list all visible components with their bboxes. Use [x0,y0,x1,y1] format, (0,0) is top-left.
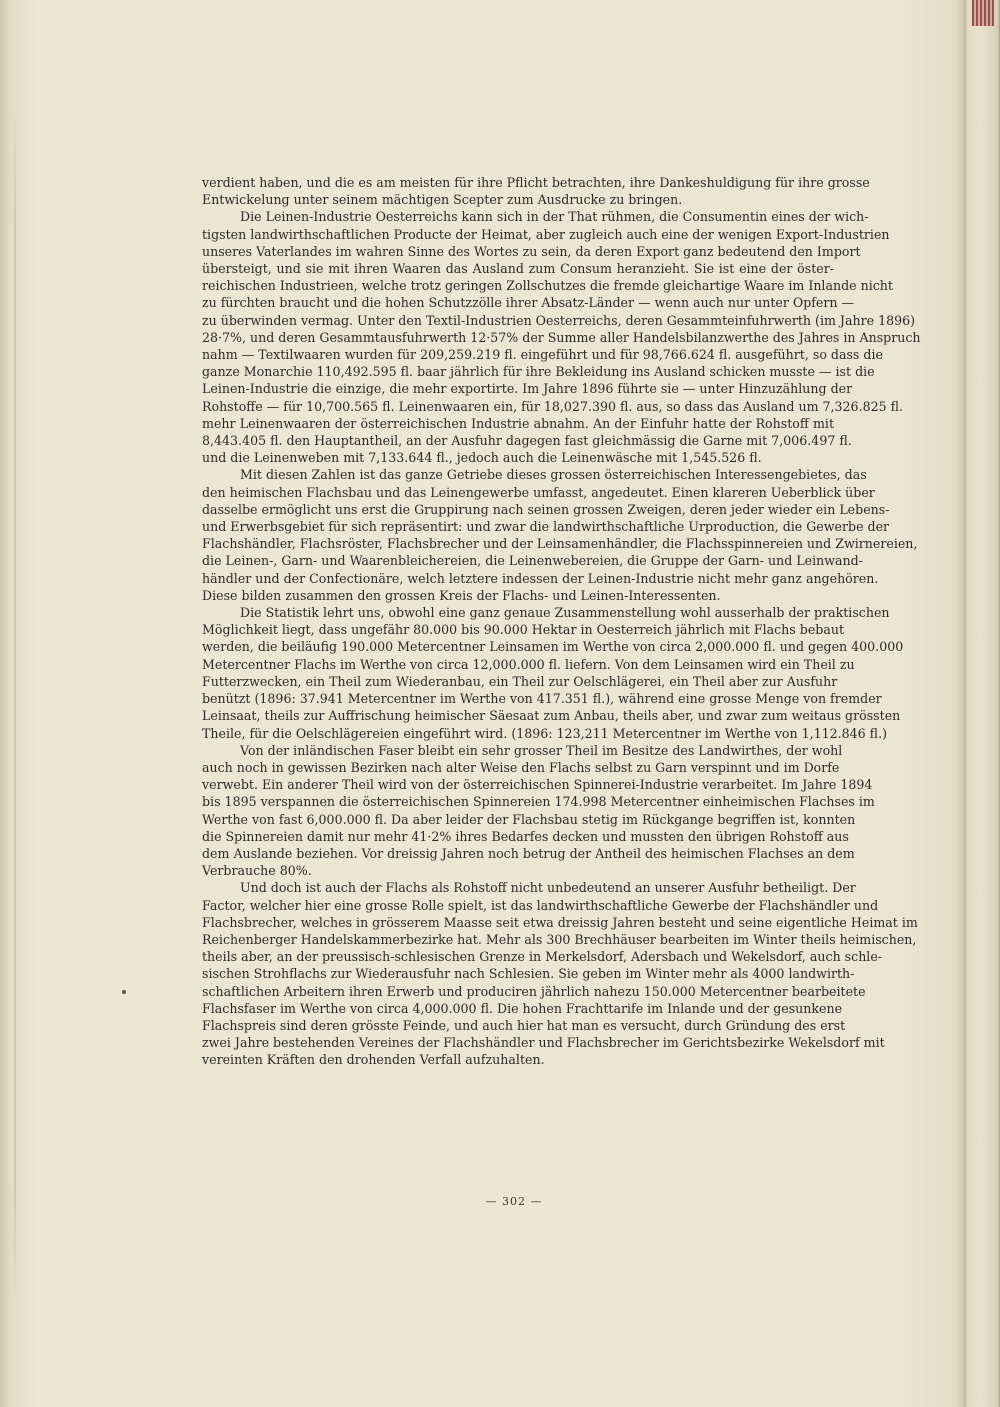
text-line: Verbrauche 80%. [202,863,312,879]
text-line: verwebt. Ein anderer Theil wird von der österreichischen Spinnerei-Industrie verarbeitet. Im Jahre 1894 [202,777,873,793]
text-line: Werthe von fast 6,000.000 fl. Da aber leider der Flachsbau stetig im Rückgange begriffen ist, konnten [202,811,856,827]
gutter-shadow [0,0,22,1407]
text-line: theils aber, an der preussisch-schlesischen Grenze in Merkelsdorf, Adersbach und Wekelsdorf, auch schle- [202,949,883,965]
text-line: schaftlichen Arbeitern ihren Erwerb und produciren jährlich nahezu 150.000 Metercentner bearbeitete [202,983,866,999]
gutter-fold-line [14,110,16,1300]
page-number: — 302 — [485,1195,543,1208]
text-line: werden, die beiläufig 190.000 Metercentner Leinsamen im Werthe von circa 2,000.000 fl. und gegen 400.000 [202,639,904,655]
text-line: Flachshändler, Flachsröster, Flachsbrecher und der Leinsamenhändler, die Flachsspinnereien und Zwirnereien, [202,536,918,552]
text-line: Factor, welcher hier eine grosse Rolle spielt, ist das landwirthschaftliche Gewerbe der Flachshändler und [202,897,879,913]
text-line: tigsten landwirthschaftlichen Producte der Heimat, aber zugleich auch eine der wenigen Export-Industrien [202,226,890,242]
text-line: verdient haben, und die es am meisten für ihre Pflicht betrachten, ihre Dankeshuldigung für ihre grosse [202,175,870,190]
text-line: 28·7%, und deren Gesammtausfuhrwerth 12·57% der Summe aller Handelsbilanzwerthe des Jahres in Anspruch [202,329,921,345]
text-line: Entwickelung unter seinem mächtigen Scepter zum Ausdrucke zu bringen. [202,192,683,208]
text-line: Von der inländischen Faser bleibt ein sehr grosser Theil im Besitze des Landwirthes, der wohl [240,742,843,758]
text-line: den heimischen Flachsbau und das Leinengewerbe umfasst, angedeutet. Einen klareren Ueberblick über [202,484,875,500]
text-line: Flachsfaser im Werthe von circa 4,000.000 fl. Die hohen Frachttarife im Inlande und der gesunkene [202,1000,843,1016]
text-line: Leinen-Industrie die einzige, die mehr exportirte. Im Jahre 1896 führte sie — unter Hinzuzählung der [202,381,853,397]
text-line: und die Leinenweben mit 7,133.644 fl., jedoch auch die Leinenwäsche mit 1,545.526 fl. [202,450,762,466]
text-line: bis 1895 verspannen die österreichischen Spinnereien 174.998 Metercentner einheimischen Flachses im [202,794,875,810]
text-line: dasselbe ermöglicht uns erst die Gruppirung nach seinen grossen Zweigen, deren jeder wieder ein Lebens- [202,501,890,517]
text-line: Theile, für die Oelschlägereien eingeführt wird. (1896: 123,211 Metercentner im Werthe von 1,112.846 fl.) [202,725,887,741]
text-line: zu fürchten braucht und die hohen Schutzzölle ihrer Absatz-Länder — wenn auch nur unter Opfern — [202,295,855,311]
text-line: zwei Jahre bestehenden Vereines der Flachshändler und Flachsbrecher im Gerichtsbezirke Wekelsdorf mit [202,1035,885,1051]
text-line: übersteigt, und sie mit ihren Waaren das Ausland zum Consum heranzieht. Sie ist eine der öster- [202,261,834,277]
text-line: nahm — Textilwaaren wurden für 209,259.219 fl. eingeführt und für 98,766.624 fl. ausgeführt, so dass die [202,347,883,363]
text-line: händler und der Confectionäre, welch letztere indessen der Leinen-Industrie nicht mehr ganz angehören. [202,570,879,586]
text-line: Leinsaat, theils zur Auffrischung heimischer Säesaat zum Anbau, theils aber, und zwar zum weitaus grössten [202,708,901,724]
text-line: Die Leinen-Industrie Oesterreichs kann sich in der That rühmen, die Consumentin eines der wich- [240,209,869,225]
text-line: auch noch in gewissen Bezirken nach alter Weise den Flachs selbst zu Garn verspinnt und im Dorfe [202,759,840,775]
text-line: Mit diesen Zahlen ist das ganze Getriebe dieses grossen österreichischen Interessengebietes, das [240,467,867,483]
text-line: Diese bilden zusammen den grossen Kreis der Flachs- und Leinen-Interessenten. [202,587,721,603]
ink-speck [122,990,126,994]
text-line: und Erwerbsgebiet für sich repräsentirt: und zwar die landwirthschaftliche Urproduction, die Gewerbe der [202,519,890,535]
text-line: dem Auslande beziehen. Vor dreissig Jahren noch betrug der Antheil des heimischen Flachses an dem [202,845,855,861]
text-line: die Leinen-, Garn- und Waarenbleichereien, die Leinenwebereien, die Gruppe der Garn- und Leinwand- [202,553,863,569]
text-line: unseres Vaterlandes im wahren Sinne des Wortes zu sein, da deren Export ganz bedeutend den Import [202,243,861,259]
text-line: sischen Strohflachs zur Wiederausfuhr nach Schlesien. Sie geben im Winter mehr als 4000 landwirth- [202,966,855,982]
text-line: Rohstoffe — für 10,700.565 fl. Leinenwaaren ein, für 18,027.390 fl. aus, so dass das Ausland um 7,326.825 fl. [202,398,904,414]
text-line: reichischen Industrieen, welche trotz geringen Zollschutzes die fremde gleichartige Waare im Inlande nicht [202,278,893,294]
text-line: Metercentner Flachs im Werthe von circa 12,000.000 fl. liefern. Von dem Leinsamen wird ein Theil zu [202,656,855,672]
text-line: vereinten Kräften den drohenden Verfall aufzuhalten. [202,1052,545,1068]
text-line: Und doch ist auch der Flachs als Rohstoff nicht unbedeutend an unserer Ausfuhr betheiligt. Der [240,880,856,896]
text-line: Die Statistik lehrt uns, obwohl eine ganz genaue Zusammenstellung wohl ausserhalb der praktischen [240,605,890,621]
text-line: Reichenberger Handelskammerbezirke hat. Mehr als 300 Brechhäuser bearbeiten im Winter theils heimischen, [202,931,917,947]
text-line: Flachspreis sind deren grösste Feinde, und auch hier hat man es versucht, durch Gründung des erst [202,1017,846,1033]
text-line: zu überwinden vermag. Unter den Textil-Industrien Oesterreichs, deren Gesammteinfuhrwerth (im Jahre 1896) [202,312,916,328]
binding-thread-mark [972,0,994,26]
text-line: Möglichkeit liegt, dass ungefähr 80.000 bis 90.000 Hektar in Oesterreich jährlich mit Flachs bebaut [202,622,845,638]
text-line: Flachsbrecher, welches in grösserem Maasse seit etwa dreissig Jahren besteht und seine eigentliche Heimat im [202,914,918,930]
text-line: Futterzwecken, ein Theil zum Wiederanbau, ein Theil zur Oelschlägerei, ein Theil aber zur Ausfuhr [202,673,838,689]
body-text [202,174,921,1069]
text-line: 8,443.405 fl. den Hauptantheil, an der Ausfuhr dagegen fast gleichmässig die Garne mit 7,006.497 fl. [202,433,852,449]
text-line: ganze Monarchie 110,492.595 fl. baar jährlich für ihre Bekleidung ins Ausland schicken musste — ist die [202,364,875,380]
next-page-edge [964,0,1000,1407]
text-line: die Spinnereien damit nur mehr 41·2% ihres Bedarfes decken und mussten den übrigen Rohstoff aus [202,828,849,844]
text-line: benützt (1896: 37.941 Metercentner im Werthe von 417.351 fl.), während eine grosse Menge von fremder [202,691,882,707]
text-line: mehr Leinenwaaren der österreichischen Industrie abnahm. An der Einfuhr hatte der Rohstoff mit [202,415,834,431]
